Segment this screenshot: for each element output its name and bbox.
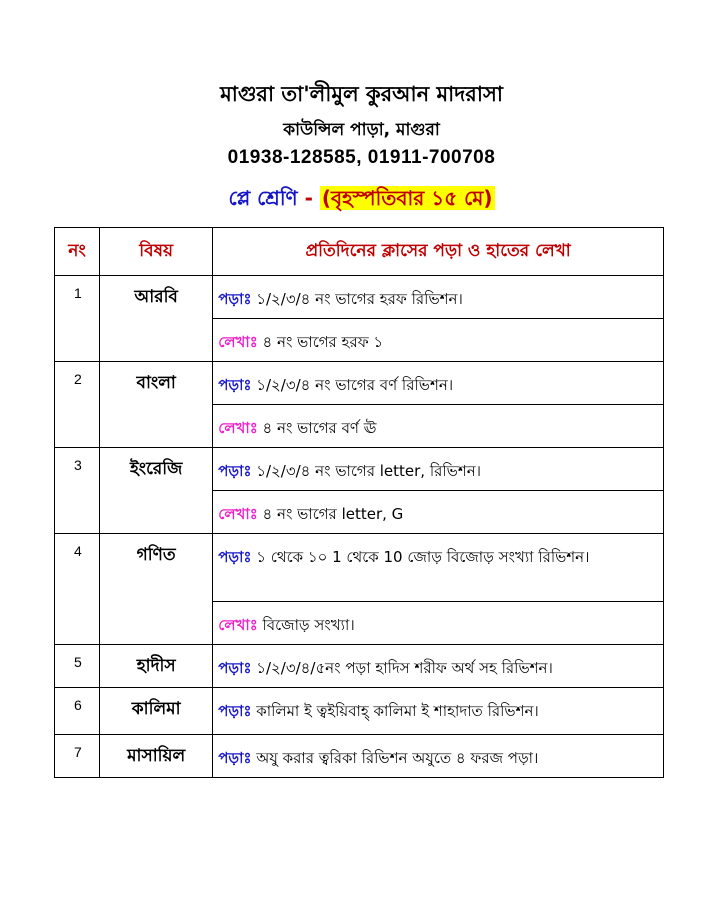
read-cell	[213, 645, 664, 688]
write-text: ৪ নং ভাগের letter, G	[262, 505, 404, 523]
row-subject: ইংরেজি	[100, 448, 213, 534]
read-cell	[213, 276, 664, 319]
write-text: ৪ নং ভাগের হরফ ১	[262, 333, 384, 351]
table-header-row	[55, 228, 664, 276]
read-label: পড়াঃ	[218, 749, 252, 767]
row-number: 1	[55, 276, 100, 362]
row-subject: বাংলা	[100, 362, 213, 448]
row-number: 2	[55, 362, 100, 448]
row-number: 6	[55, 688, 100, 735]
read-cell	[213, 735, 664, 778]
read-text: ১/২/৩/৪ নং ভাগের হরফ রিভিশন।	[256, 290, 463, 308]
read-cell	[213, 362, 664, 405]
read-text: কালিমা ই ত্বইয়িবাহ্ কালিমা ই শাহাদাত রিভিশন।	[256, 702, 539, 720]
row-number: 7	[55, 735, 100, 778]
contact-phones: 01938-128585, 01911-700708	[227, 147, 496, 168]
row-subject: কালিমা	[100, 688, 213, 735]
read-text: ১/২/৩/৪ নং ভাগের letter, রিভিশন।	[256, 462, 482, 480]
read-label: পড়াঃ	[218, 659, 252, 677]
class-heading	[0, 184, 723, 217]
read-text: ১/২/৩/৪/৫নং পড়া হাদিস শরীফ অর্থ সহ রিভিশন।	[256, 659, 553, 677]
read-label: পড়াঃ	[218, 548, 252, 566]
write-text: ৪ নং ভাগের বর্ণ ঊ	[262, 419, 377, 437]
header-subject: বিষয়	[100, 228, 213, 276]
header-no: নং	[55, 228, 100, 276]
heading-separator: -	[304, 186, 313, 210]
read-cell	[213, 534, 664, 602]
read-text: ১/২/৩/৪ নং ভাগের বর্ণ রিভিশন।	[256, 376, 454, 394]
read-text: অযু করার ত্বরিকা রিভিশন অযুতে ৪ ফরজ পড়া।	[256, 749, 539, 767]
write-cell	[213, 405, 664, 448]
row-subject: হাদীস	[100, 645, 213, 688]
header-description: প্রতিদিনের ক্লাসের পড়া ও হাতের লেখা	[213, 228, 664, 276]
write-cell	[213, 491, 664, 534]
table-row	[55, 534, 664, 602]
table-row	[55, 688, 664, 735]
table-row	[55, 448, 664, 491]
class-date: (বৃহস্পতিবার ১৫ মে)	[321, 186, 493, 210]
write-cell	[213, 602, 664, 645]
routine-table	[54, 227, 664, 778]
table-row	[55, 362, 664, 405]
read-label: পড়াঃ	[218, 462, 252, 480]
write-cell	[213, 319, 664, 362]
class-name: প্লে শ্রেণি	[228, 186, 298, 210]
institution-name: মাগুরা তা'লীমুল কুরআন মাদরাসা	[220, 82, 503, 106]
read-text: ১ থেকে ১০ 1 থেকে 10 জোড় বিজোড় সংখ্যা রিভিশন।	[256, 548, 590, 566]
row-number: 4	[55, 534, 100, 645]
read-cell	[213, 448, 664, 491]
read-label: পড়াঃ	[218, 376, 252, 394]
row-subject: মাসায়িল	[100, 735, 213, 778]
table-row	[55, 735, 664, 778]
table-row	[55, 645, 664, 688]
read-cell	[213, 688, 664, 735]
write-label: লেখাঃ	[218, 505, 258, 523]
row-subject: গণিত	[100, 534, 213, 645]
read-label: পড়াঃ	[218, 702, 252, 720]
write-label: লেখাঃ	[218, 616, 258, 634]
row-number: 5	[55, 645, 100, 688]
write-text: বিজোড় সংখ্যা।	[262, 616, 355, 634]
write-label: লেখাঃ	[218, 419, 258, 437]
institution-address: কাউন্সিল পাড়া, মাগুরা	[283, 120, 440, 140]
row-number: 3	[55, 448, 100, 534]
write-label: লেখাঃ	[218, 333, 258, 351]
table-row	[55, 276, 664, 319]
read-label: পড়াঃ	[218, 290, 252, 308]
row-subject: আরবি	[100, 276, 213, 362]
